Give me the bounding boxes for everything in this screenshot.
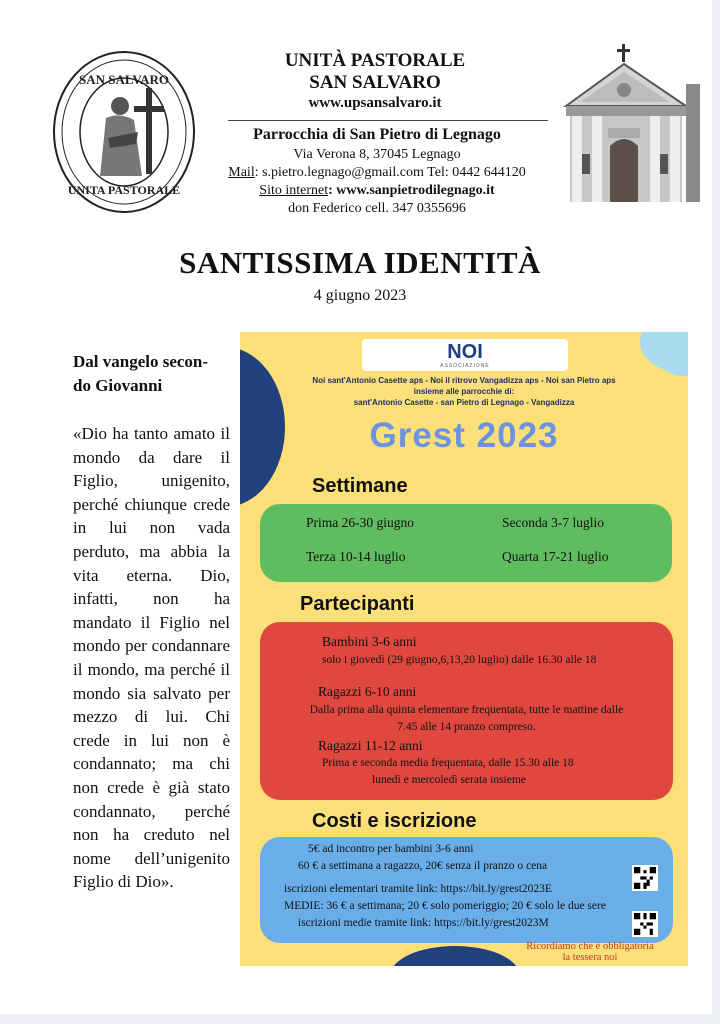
week-item: Seconda 3-7 luglio bbox=[502, 515, 604, 530]
group-detail: 7.45 alle 14 pranzo compreso. bbox=[397, 721, 536, 733]
group-detail: Prima e seconda media frequentata, dalle 15.30 alle 18 bbox=[322, 757, 574, 769]
cost-item[interactable]: iscrizioni medie tramite link: https://bit.ly/grest2023M bbox=[298, 917, 549, 929]
qr-code-medie[interactable] bbox=[632, 911, 658, 937]
page-title: SANTISSIMA IDENTITÀ bbox=[179, 245, 541, 280]
site-value[interactable]: : www.sanpietrodilegnago.it bbox=[328, 183, 495, 198]
church-facade-image bbox=[562, 44, 700, 202]
costs-heading: Costi e iscrizione bbox=[312, 810, 477, 832]
grest-title: Grest 2023 bbox=[369, 416, 559, 455]
weeks-heading: Settimane bbox=[312, 475, 408, 497]
weeks-box bbox=[260, 504, 672, 582]
noi-logo: NOI bbox=[447, 341, 483, 363]
header-divider bbox=[228, 120, 548, 121]
participants-heading: Partecipanti bbox=[300, 593, 415, 615]
participants-box bbox=[260, 622, 673, 800]
cost-item[interactable]: iscrizioni elementari tramite link: https://bit.ly/grest2023E bbox=[284, 883, 552, 895]
cost-item: 60 € a settimana a ragazzo, 20€ senza il pranzo o cena bbox=[298, 860, 548, 872]
parish-site-line bbox=[200, 182, 554, 200]
unit-title: UNITÀ PASTORALE bbox=[284, 50, 466, 71]
associations-line: insieme alle parrocchie di: bbox=[413, 387, 515, 396]
week-item: Quarta 17-21 luglio bbox=[502, 549, 609, 564]
membership-note: la tessera noi bbox=[562, 952, 618, 963]
site-label: Sito internet bbox=[259, 183, 329, 198]
group-name: Ragazzi 11-12 anni bbox=[318, 738, 423, 753]
parish-mail-line bbox=[200, 164, 554, 182]
gospel-heading-line2: do Giovanni bbox=[73, 376, 163, 395]
membership-note: Ricordiamo che è obbligatoria bbox=[526, 941, 654, 952]
week-item: Prima 26-30 giugno bbox=[306, 515, 414, 530]
week-item: Terza 10-14 luglio bbox=[306, 549, 406, 564]
svg-text:UNITA PASTORALE: UNITA PASTORALE bbox=[67, 183, 181, 197]
associations-line: sant'Antonio Casette - san Pietro di Legnago - Vangadizza bbox=[353, 398, 575, 407]
parish-name: Parrocchia di San Pietro di Legnago bbox=[253, 126, 501, 143]
costs-box bbox=[260, 837, 673, 943]
group-name: Ragazzi 6-10 anni bbox=[318, 684, 417, 699]
cost-item: 5€ ad incontro per bambini 3-6 anni bbox=[308, 843, 474, 855]
cost-item: MEDIE: 36 € a settimana; 20 € solo pomeriggio; 20 € solo le due sere bbox=[284, 900, 606, 912]
unit-website-link[interactable]: www.upsansalvaro.it bbox=[308, 95, 442, 111]
parish-address: Via Verona 8, 37045 Legnago bbox=[293, 147, 461, 162]
gospel-heading bbox=[73, 350, 238, 398]
noi-logo-banner bbox=[362, 339, 568, 371]
grest-poster bbox=[240, 332, 688, 966]
gospel-text: «Dio ha tanto amato il mondo da dare il Figlio, unigenito, perché chiunque crede in lui non vada perduto, ma abbia la vita eterna. Dio, infatti, non ha mandato il Figlio nel mondo per condannare il mondo, ma perché il mondo sia salvato per mezzo di lui. Chi crede in lui non è condannato; ma chi non crede è già stato condannato, perché non ha creduto nel nome dell’unigenito Figlio di Dio». bbox=[73, 424, 230, 892]
unita-pastorale-seal-logo bbox=[50, 48, 198, 216]
qr-code-elementari[interactable] bbox=[632, 865, 658, 891]
mail-label: Mail bbox=[228, 165, 255, 180]
associations-line: Noi sant'Antonio Casette aps - Noi il ritrovo Vangadizza aps - Noi san Pietro aps bbox=[312, 376, 616, 385]
noi-logo-subtitle: ASSOCIAZIONE bbox=[440, 363, 490, 369]
mail-value[interactable]: : s.pietro.legnago@gmail.com Tel: 0442 644120 bbox=[254, 165, 526, 180]
group-detail: Dalla prima alla quinta elementare frequentata, tutte le mattine dalle bbox=[309, 704, 624, 716]
group-name: Bambini 3-6 anni bbox=[322, 634, 417, 649]
gospel-heading-line1: Dal vangelo secon- bbox=[73, 352, 209, 371]
priest-contact: don Federico cell. 347 0355696 bbox=[288, 201, 466, 216]
group-detail: solo i giovedì (29 giugno,6,13,20 luglio) dalle 16.30 alle 18 bbox=[322, 654, 597, 666]
page-date: 4 giugno 2023 bbox=[313, 287, 407, 304]
group-detail: lunedì e mercoledì serata insieme bbox=[372, 774, 526, 786]
svg-text:SAN SALVARO: SAN SALVARO bbox=[79, 72, 169, 87]
unit-subtitle: SAN SALVARO bbox=[309, 72, 441, 93]
